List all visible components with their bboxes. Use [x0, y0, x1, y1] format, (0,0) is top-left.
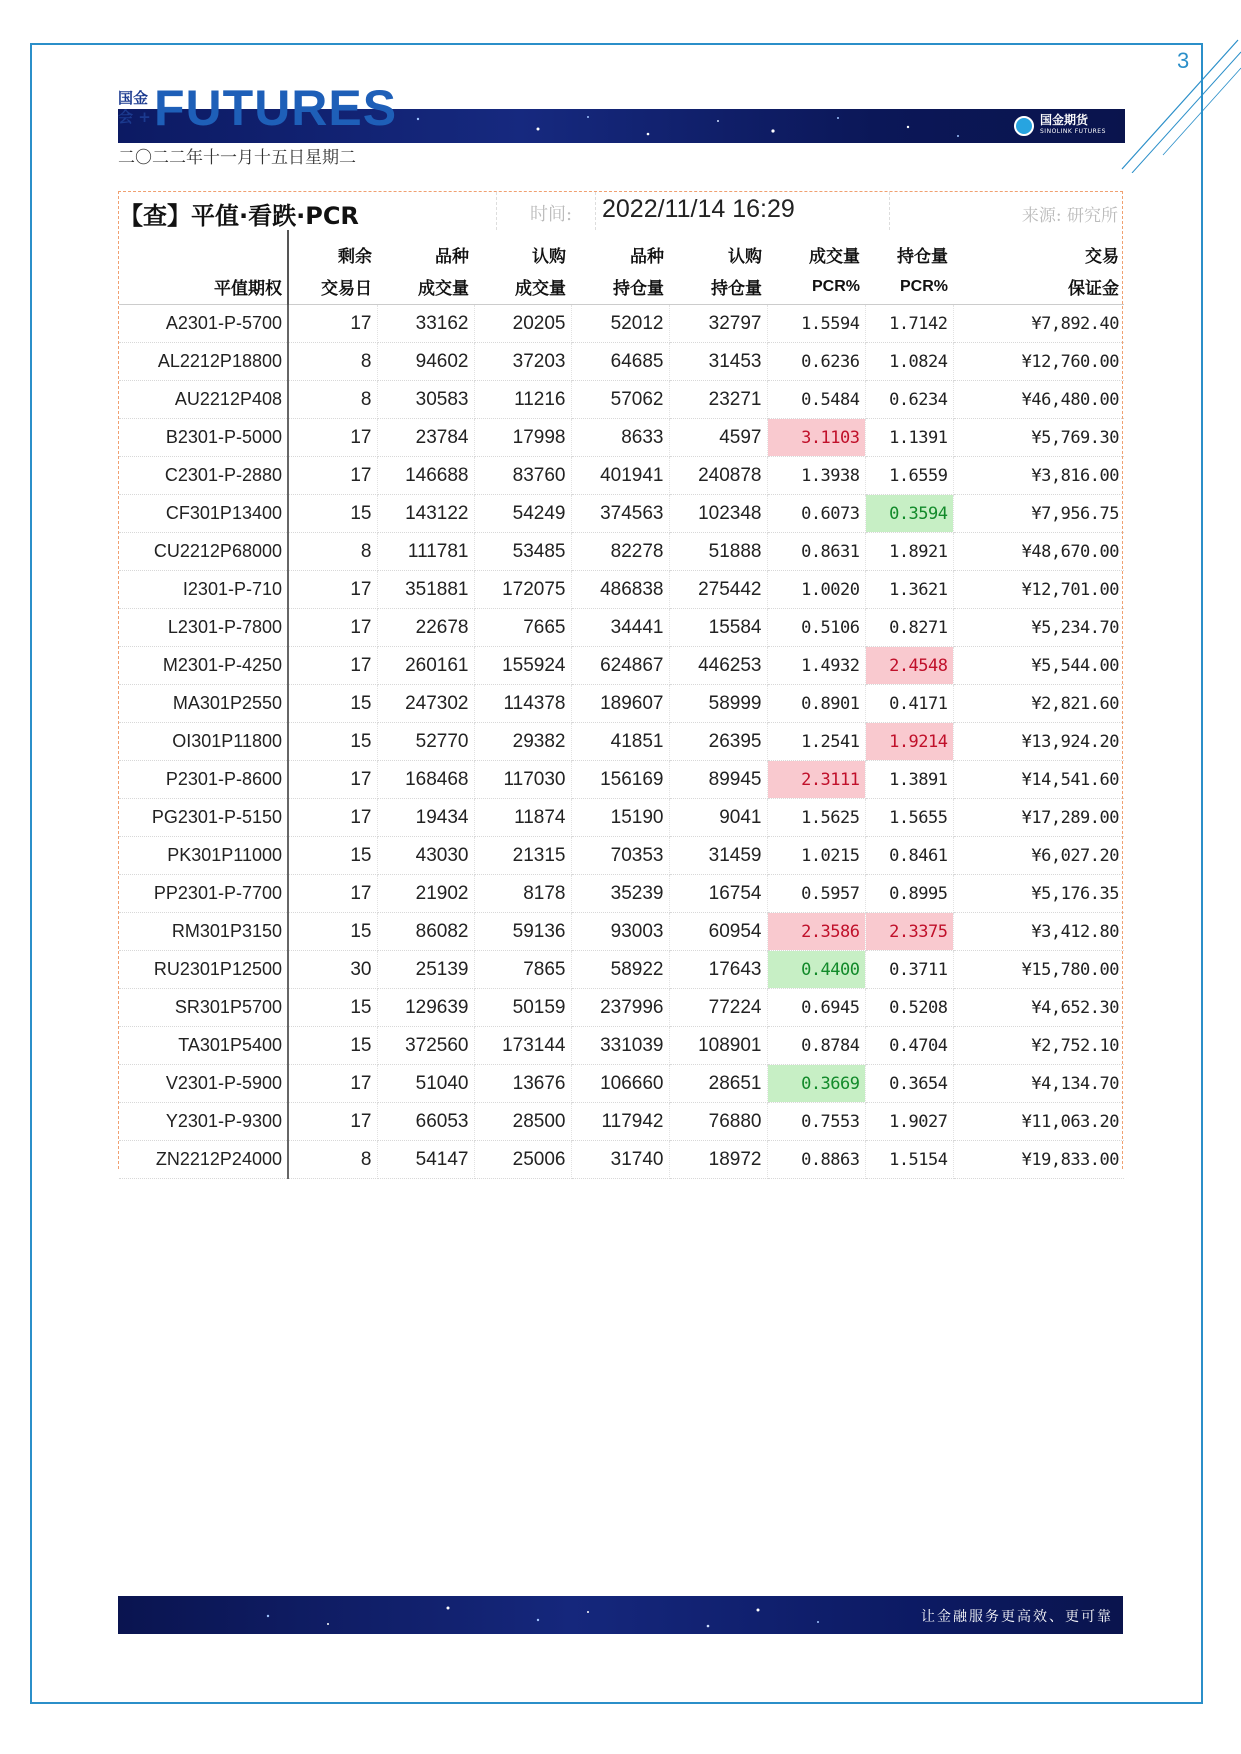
call-volume-cell: 53485	[474, 533, 571, 571]
oi-pcr-cell: 1.3891	[865, 761, 953, 799]
column-header-line2: 平值期权	[119, 269, 288, 305]
volume-pcr-cell: 0.6945	[767, 989, 865, 1027]
oi-pcr-cell: 0.8995	[865, 875, 953, 913]
days-left-cell: 15	[288, 989, 377, 1027]
volume-pcr-cell: 0.6073	[767, 495, 865, 533]
margin-cell: ¥15,780.00	[953, 951, 1124, 989]
margin-cell: ¥11,063.20	[953, 1103, 1124, 1141]
call-volume-cell: 173144	[474, 1027, 571, 1065]
table-row	[119, 875, 1124, 913]
call-volume-cell: 83760	[474, 457, 571, 495]
open-interest-cell: 31740	[571, 1141, 669, 1179]
margin-cell: ¥14,541.60	[953, 761, 1124, 799]
call-volume-cell: 11216	[474, 381, 571, 419]
option-name-cell: I2301-P-710	[119, 571, 288, 609]
call-open-interest-cell: 15584	[669, 609, 767, 647]
option-name-cell: MA301P2550	[119, 685, 288, 723]
table-row	[119, 609, 1124, 647]
column-header-line2: PCR%	[865, 269, 953, 305]
table-row	[119, 1065, 1124, 1103]
table-title-row	[119, 192, 1124, 231]
call-open-interest-cell: 275442	[669, 571, 767, 609]
column-header-line2: 成交量	[377, 269, 474, 305]
option-name-cell: C2301-P-2880	[119, 457, 288, 495]
volume-cell: 30583	[377, 381, 474, 419]
volume-pcr-cell: 0.5957	[767, 875, 865, 913]
page-number: 3	[1177, 48, 1190, 73]
option-name-cell: AU2212P408	[119, 381, 288, 419]
volume-cell: 52770	[377, 723, 474, 761]
margin-cell: ¥5,769.30	[953, 419, 1124, 457]
oi-pcr-cell: 1.8921	[865, 533, 953, 571]
margin-cell: ¥5,176.35	[953, 875, 1124, 913]
call-volume-cell: 50159	[474, 989, 571, 1027]
margin-cell: ¥5,544.00	[953, 647, 1124, 685]
days-left-cell: 17	[288, 571, 377, 609]
volume-pcr-cell: 0.8631	[767, 533, 865, 571]
option-name-cell: TA301P5400	[119, 1027, 288, 1065]
oi-pcr-cell: 1.5655	[865, 799, 953, 837]
volume-pcr-cell: 2.3111	[767, 761, 865, 799]
margin-cell: ¥48,670.00	[953, 533, 1124, 571]
call-volume-cell: 28500	[474, 1103, 571, 1141]
oi-pcr-cell: 2.3375	[865, 913, 953, 951]
volume-pcr-cell: 1.3938	[767, 457, 865, 495]
volume-cell: 111781	[377, 533, 474, 571]
volume-cell: 143122	[377, 495, 474, 533]
volume-pcr-cell: 1.0020	[767, 571, 865, 609]
option-name-cell: PG2301-P-5150	[119, 799, 288, 837]
column-header-line1: 认购	[532, 247, 566, 267]
days-left-cell: 17	[288, 647, 377, 685]
volume-pcr-cell: 0.8784	[767, 1027, 865, 1065]
open-interest-cell: 8633	[571, 419, 669, 457]
oi-pcr-cell: 0.4704	[865, 1027, 953, 1065]
margin-cell: ¥3,816.00	[953, 457, 1124, 495]
oi-pcr-cell: 1.3621	[865, 571, 953, 609]
pcr-table	[119, 230, 1124, 1179]
call-open-interest-cell: 102348	[669, 495, 767, 533]
call-open-interest-cell: 17643	[669, 951, 767, 989]
open-interest-cell: 64685	[571, 343, 669, 381]
days-left-cell: 17	[288, 419, 377, 457]
call-open-interest-cell: 51888	[669, 533, 767, 571]
column-header-line2: 持仓量	[669, 269, 767, 305]
margin-cell: ¥19,833.00	[953, 1141, 1124, 1179]
days-left-cell: 15	[288, 913, 377, 951]
open-interest-cell: 41851	[571, 723, 669, 761]
volume-pcr-cell: 1.4932	[767, 647, 865, 685]
call-open-interest-cell: 60954	[669, 913, 767, 951]
volume-cell: 168468	[377, 761, 474, 799]
margin-cell: ¥7,956.75	[953, 495, 1124, 533]
days-left-cell: 17	[288, 761, 377, 799]
days-left-cell: 8	[288, 533, 377, 571]
days-left-cell: 15	[288, 723, 377, 761]
days-left-cell: 17	[288, 305, 377, 343]
call-open-interest-cell: 4597	[669, 419, 767, 457]
volume-pcr-cell: 2.3586	[767, 913, 865, 951]
footer-slogan: 让金融服务更高效、更可靠	[921, 1609, 1113, 1625]
call-volume-cell: 29382	[474, 723, 571, 761]
option-name-cell: Y2301-P-9300	[119, 1103, 288, 1141]
volume-cell: 33162	[377, 305, 474, 343]
call-open-interest-cell: 18972	[669, 1141, 767, 1179]
column-header-line2: 成交量	[474, 269, 571, 305]
margin-cell: ¥17,289.00	[953, 799, 1124, 837]
brand-name-en: SINOLINK FUTURES	[1040, 128, 1106, 135]
table-title: 【查】平值·看跌·PCR	[119, 202, 359, 230]
table-row	[119, 951, 1124, 989]
volume-pcr-cell: 0.8901	[767, 685, 865, 723]
days-left-cell: 8	[288, 343, 377, 381]
pcr-table-panel	[118, 191, 1123, 1169]
oi-pcr-cell: 0.8461	[865, 837, 953, 875]
margin-cell: ¥13,924.20	[953, 723, 1124, 761]
oi-pcr-cell: 1.9027	[865, 1103, 953, 1141]
call-volume-cell: 54249	[474, 495, 571, 533]
call-volume-cell: 37203	[474, 343, 571, 381]
table-row	[119, 533, 1124, 571]
margin-cell: ¥7,892.40	[953, 305, 1124, 343]
call-volume-cell: 117030	[474, 761, 571, 799]
volume-cell: 43030	[377, 837, 474, 875]
volume-pcr-cell: 1.2541	[767, 723, 865, 761]
table-row	[119, 343, 1124, 381]
volume-pcr-cell: 0.5106	[767, 609, 865, 647]
footer-banner	[118, 1596, 1123, 1634]
option-name-cell: AL2212P18800	[119, 343, 288, 381]
open-interest-cell: 35239	[571, 875, 669, 913]
call-volume-cell: 8178	[474, 875, 571, 913]
volume-pcr-cell: 0.4400	[767, 951, 865, 989]
call-open-interest-cell: 240878	[669, 457, 767, 495]
oi-pcr-cell: 1.7142	[865, 305, 953, 343]
table-row	[119, 305, 1124, 343]
days-left-cell: 17	[288, 457, 377, 495]
oi-pcr-cell: 0.8271	[865, 609, 953, 647]
table-row	[119, 837, 1124, 875]
column-header-line1	[119, 230, 288, 269]
table-row	[119, 647, 1124, 685]
option-name-cell: ZN2212P24000	[119, 1141, 288, 1179]
volume-pcr-cell: 0.6236	[767, 343, 865, 381]
column-header-line1: 品种	[630, 247, 664, 267]
call-volume-cell: 21315	[474, 837, 571, 875]
option-name-cell: SR301P5700	[119, 989, 288, 1027]
brand-badge	[1014, 114, 1106, 138]
table-row	[119, 571, 1124, 609]
call-open-interest-cell: 31459	[669, 837, 767, 875]
option-name-cell: OI301P11800	[119, 723, 288, 761]
open-interest-cell: 58922	[571, 951, 669, 989]
open-interest-cell: 156169	[571, 761, 669, 799]
open-interest-cell: 93003	[571, 913, 669, 951]
volume-cell: 372560	[377, 1027, 474, 1065]
volume-cell: 19434	[377, 799, 474, 837]
call-open-interest-cell: 77224	[669, 989, 767, 1027]
days-left-cell: 17	[288, 875, 377, 913]
oi-pcr-cell: 2.4548	[865, 647, 953, 685]
table-row	[119, 495, 1124, 533]
column-header-line1: 剩余	[338, 247, 372, 267]
margin-cell: ¥12,760.00	[953, 343, 1124, 381]
volume-pcr-cell: 0.8863	[767, 1141, 865, 1179]
column-header-line2: PCR%	[767, 269, 865, 305]
margin-cell: ¥2,752.10	[953, 1027, 1124, 1065]
volume-cell: 51040	[377, 1065, 474, 1103]
open-interest-cell: 15190	[571, 799, 669, 837]
call-volume-cell: 13676	[474, 1065, 571, 1103]
option-name-cell: CU2212P68000	[119, 533, 288, 571]
brand-name-cn: 国金期货	[1040, 113, 1089, 127]
call-open-interest-cell: 23271	[669, 381, 767, 419]
margin-cell: ¥4,134.70	[953, 1065, 1124, 1103]
open-interest-cell: 331039	[571, 1027, 669, 1065]
open-interest-cell: 189607	[571, 685, 669, 723]
table-row	[119, 723, 1124, 761]
time-value: 2022/11/14 16:29	[602, 195, 795, 223]
days-left-cell: 8	[288, 381, 377, 419]
column-header-line2: 交易日	[288, 269, 377, 305]
oi-pcr-cell: 1.5154	[865, 1141, 953, 1179]
logo-futures-word: FUTURES	[154, 80, 398, 136]
call-open-interest-cell: 32797	[669, 305, 767, 343]
oi-pcr-cell: 1.9214	[865, 723, 953, 761]
open-interest-cell: 106660	[571, 1065, 669, 1103]
call-open-interest-cell: 446253	[669, 647, 767, 685]
days-left-cell: 15	[288, 837, 377, 875]
column-header-line1: 交易	[1085, 247, 1119, 267]
oi-pcr-cell: 0.4171	[865, 685, 953, 723]
volume-cell: 21902	[377, 875, 474, 913]
table-row	[119, 419, 1124, 457]
volume-cell: 23784	[377, 419, 474, 457]
days-left-cell: 17	[288, 609, 377, 647]
volume-pcr-cell: 0.5484	[767, 381, 865, 419]
table-row	[119, 457, 1124, 495]
open-interest-cell: 70353	[571, 837, 669, 875]
call-open-interest-cell: 16754	[669, 875, 767, 913]
volume-pcr-cell: 1.5625	[767, 799, 865, 837]
call-volume-cell: 17998	[474, 419, 571, 457]
option-name-cell: A2301-P-5700	[119, 305, 288, 343]
open-interest-cell: 52012	[571, 305, 669, 343]
table-row	[119, 685, 1124, 723]
call-open-interest-cell: 31453	[669, 343, 767, 381]
option-name-cell: PK301P11000	[119, 837, 288, 875]
volume-pcr-cell: 0.3669	[767, 1065, 865, 1103]
days-left-cell: 15	[288, 495, 377, 533]
column-header-line1: 成交量	[809, 247, 860, 267]
days-left-cell: 8	[288, 1141, 377, 1179]
volume-cell: 351881	[377, 571, 474, 609]
option-name-cell: M2301-P-4250	[119, 647, 288, 685]
margin-cell: ¥12,701.00	[953, 571, 1124, 609]
oi-pcr-cell: 1.0824	[865, 343, 953, 381]
oi-pcr-cell: 0.3711	[865, 951, 953, 989]
source-label: 来源: 研究所	[1021, 206, 1118, 226]
table-row	[119, 913, 1124, 951]
volume-cell: 146688	[377, 457, 474, 495]
corner-decoration	[1118, 38, 1241, 173]
call-open-interest-cell: 89945	[669, 761, 767, 799]
open-interest-cell: 486838	[571, 571, 669, 609]
days-left-cell: 17	[288, 1103, 377, 1141]
call-volume-cell: 7865	[474, 951, 571, 989]
call-open-interest-cell: 76880	[669, 1103, 767, 1141]
days-left-cell: 17	[288, 1065, 377, 1103]
days-left-cell: 15	[288, 685, 377, 723]
oi-pcr-cell: 0.5208	[865, 989, 953, 1027]
margin-cell: ¥3,412.80	[953, 913, 1124, 951]
volume-cell: 247302	[377, 685, 474, 723]
volume-pcr-cell: 1.5594	[767, 305, 865, 343]
time-label: 时间:	[530, 204, 573, 225]
call-volume-cell: 7665	[474, 609, 571, 647]
column-header-line2: 持仓量	[571, 269, 669, 305]
oi-pcr-cell: 0.3594	[865, 495, 953, 533]
call-open-interest-cell: 28651	[669, 1065, 767, 1103]
days-left-cell: 30	[288, 951, 377, 989]
days-left-cell: 17	[288, 799, 377, 837]
call-volume-cell: 11874	[474, 799, 571, 837]
table-row	[119, 381, 1124, 419]
call-volume-cell: 172075	[474, 571, 571, 609]
brand-logo-icon	[1014, 116, 1034, 136]
volume-cell: 86082	[377, 913, 474, 951]
option-name-cell: L2301-P-7800	[119, 609, 288, 647]
volume-cell: 25139	[377, 951, 474, 989]
column-header-line1: 持仓量	[897, 247, 948, 267]
call-volume-cell: 155924	[474, 647, 571, 685]
open-interest-cell: 82278	[571, 533, 669, 571]
volume-cell: 260161	[377, 647, 474, 685]
option-name-cell: CF301P13400	[119, 495, 288, 533]
call-volume-cell: 59136	[474, 913, 571, 951]
table-row	[119, 1027, 1124, 1065]
margin-cell: ¥6,027.20	[953, 837, 1124, 875]
open-interest-cell: 57062	[571, 381, 669, 419]
option-name-cell: B2301-P-5000	[119, 419, 288, 457]
volume-pcr-cell: 0.7553	[767, 1103, 865, 1141]
open-interest-cell: 117942	[571, 1103, 669, 1141]
call-open-interest-cell: 58999	[669, 685, 767, 723]
volume-cell: 129639	[377, 989, 474, 1027]
oi-pcr-cell: 1.6559	[865, 457, 953, 495]
call-open-interest-cell: 26395	[669, 723, 767, 761]
table-row	[119, 799, 1124, 837]
volume-cell: 66053	[377, 1103, 474, 1141]
table-row	[119, 761, 1124, 799]
report-date: 二〇二二年十一月十五日星期二	[118, 148, 356, 168]
call-open-interest-cell: 9041	[669, 799, 767, 837]
days-left-cell: 15	[288, 1027, 377, 1065]
volume-pcr-cell: 1.0215	[767, 837, 865, 875]
option-name-cell: P2301-P-8600	[119, 761, 288, 799]
option-name-cell: RM301P3150	[119, 913, 288, 951]
open-interest-cell: 34441	[571, 609, 669, 647]
column-header-line1: 认购	[728, 247, 762, 267]
volume-cell: 22678	[377, 609, 474, 647]
table-row	[119, 1103, 1124, 1141]
volume-cell: 54147	[377, 1141, 474, 1179]
logo-chinese: 国金 会 +	[118, 89, 151, 126]
open-interest-cell: 401941	[571, 457, 669, 495]
option-name-cell: V2301-P-5900	[119, 1065, 288, 1103]
oi-pcr-cell: 1.1391	[865, 419, 953, 457]
volume-pcr-cell: 3.1103	[767, 419, 865, 457]
margin-cell: ¥46,480.00	[953, 381, 1124, 419]
margin-cell: ¥2,821.60	[953, 685, 1124, 723]
oi-pcr-cell: 0.3654	[865, 1065, 953, 1103]
call-volume-cell: 20205	[474, 305, 571, 343]
margin-cell: ¥4,652.30	[953, 989, 1124, 1027]
call-open-interest-cell: 108901	[669, 1027, 767, 1065]
column-header-line2: 保证金	[953, 269, 1124, 305]
column-header-line1: 品种	[435, 247, 469, 267]
table-row	[119, 1141, 1124, 1179]
volume-cell: 94602	[377, 343, 474, 381]
table-row	[119, 989, 1124, 1027]
oi-pcr-cell: 0.6234	[865, 381, 953, 419]
call-volume-cell: 25006	[474, 1141, 571, 1179]
open-interest-cell: 237996	[571, 989, 669, 1027]
open-interest-cell: 374563	[571, 495, 669, 533]
option-name-cell: PP2301-P-7700	[119, 875, 288, 913]
margin-cell: ¥5,234.70	[953, 609, 1124, 647]
call-volume-cell: 114378	[474, 685, 571, 723]
option-name-cell: RU2301P12500	[119, 951, 288, 989]
open-interest-cell: 624867	[571, 647, 669, 685]
